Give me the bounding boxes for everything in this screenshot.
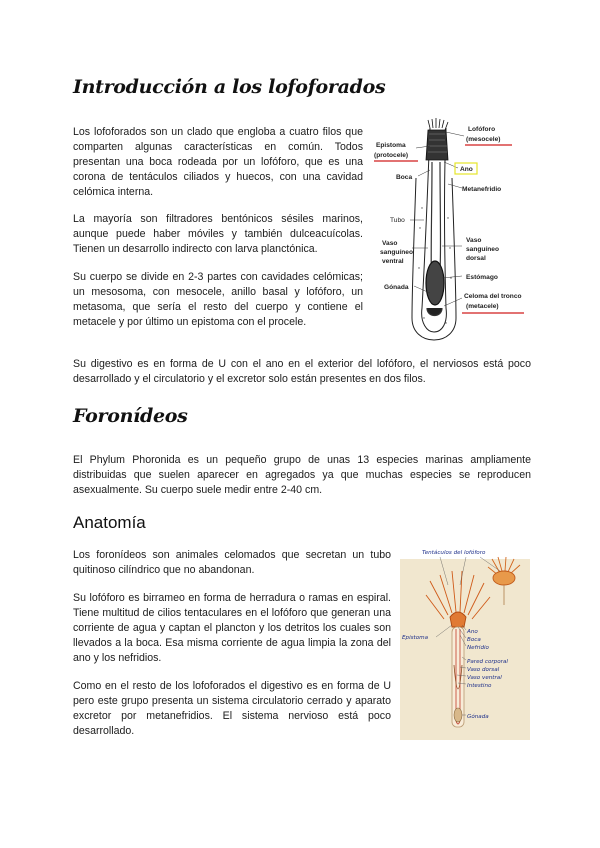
label-ano-2: Ano bbox=[467, 629, 478, 635]
paragraph-digestive: Su digestivo es en forma de U con el ano en el exterior del lofóforo, el nerviosos está poco desarrollado y el circulatorio y el excretor solo están presentes en dos filos. bbox=[73, 358, 531, 385]
label-vaso-dorsal-2: sanguíneo bbox=[466, 246, 499, 253]
label-vaso-dorsal: Vaso dorsal bbox=[467, 667, 500, 673]
paragraph-celomados: Los foronídeos son animales celomados que secretan un tubo quitinoso cilíndrico que no abandonan. bbox=[73, 549, 391, 576]
label-protocele: (protocele) bbox=[374, 152, 409, 159]
label-ano: Ano bbox=[460, 166, 473, 173]
paragraph-habitat: La mayoría son filtradores bentónicos sésiles marinos, aunque puede haber móviles y también dulceacuícolas. Tienen un desarrollo indirecto con larva planctónica. bbox=[73, 213, 363, 255]
label-tubo: Tubo bbox=[390, 217, 405, 224]
label-gonada-2: Gónada bbox=[467, 714, 489, 720]
paragraph-body: Su cuerpo se divide en 2-3 partes con cavidades celómicas; un mesosoma, con mesocele, anillo basal y lofóforo, un metasoma, que sería el resto del cuerpo y contiene el metacele y por último un epistoma con el procele. bbox=[73, 271, 363, 328]
lophophorate-diagram bbox=[372, 118, 532, 350]
paragraph-intro: Los lofoforados son un clado que engloba a cuatro filos que comparten algunas características en común. Todos presentan una boca rodeada por un lofóforo, que es una corona de tentáculos ciliados y huecos, con una cavidad celómica interna. bbox=[73, 126, 363, 198]
body-tube bbox=[452, 627, 464, 727]
paragraph-digestivo: Como en el resto de los lofoforados el digestivo es en forma de U pero este grupo presenta un sistema circulatorio cerrado y aparato excretor por metanefridios. El sistema nervioso está poco desarrollado. bbox=[73, 680, 391, 737]
label-vaso-ventral-1: Vaso bbox=[382, 240, 398, 247]
label-metanefridio: Metanefridio bbox=[462, 186, 502, 193]
label-gonada: Gónada bbox=[384, 284, 409, 291]
label-lofoforo: Lofóforo bbox=[468, 126, 496, 133]
label-vaso-dorsal-3: dorsal bbox=[466, 255, 486, 262]
label-boca-2: Boca bbox=[467, 637, 481, 643]
paragraph-lofoforo: Su lofóforo es birrameo en forma de herradura o ramas en espiral. Tiene multitud de cilios tentaculares en el lofóforo que generan una corriente de agua y captan el plancton y los detritos los cuales son llevados a la boca. Esa misma corriente de agua limpia la zona del ano y los nefridios. bbox=[73, 592, 391, 664]
label-vaso-ventral-2: sanguíneo bbox=[380, 249, 413, 256]
label-tentaculos: Tentáculos del lofóforo bbox=[422, 550, 486, 556]
phoronid-illustration bbox=[400, 545, 530, 740]
label-estomago: Estómago bbox=[466, 274, 498, 281]
label-vaso-ventral-3: ventral bbox=[382, 258, 404, 265]
label-celoma-2: (metacele) bbox=[466, 303, 499, 310]
label-vaso-ventral: Vaso ventral bbox=[467, 675, 502, 681]
label-pared-corporal: Pared corporal bbox=[467, 659, 508, 665]
section-title-lofoforados: Introducción a los lofoforados bbox=[73, 76, 386, 98]
subtitle-anatomia: Anatomía bbox=[73, 513, 146, 532]
label-intestino: Intestino bbox=[467, 683, 492, 689]
label-epistoma-2: Epistoma bbox=[402, 635, 429, 641]
paragraph-phylum: El Phylum Phoronida es un pequeño grupo de unas 13 especies marinas ampliamente distribuidas que suelen aparecer en agregados ya que muchas especies se reproducen asexualmente. Su cuerpo suele medir entre 2-40 cm. bbox=[73, 454, 531, 496]
label-epistoma: Epistoma bbox=[376, 142, 406, 149]
section-title-foronideos: Foronídeos bbox=[73, 405, 188, 427]
label-vaso-dorsal-1: Vaso bbox=[466, 237, 482, 244]
lophophore-crown bbox=[426, 118, 448, 160]
label-mesocele: (mesocele) bbox=[466, 136, 501, 143]
label-boca: Boca bbox=[396, 174, 413, 181]
label-nefridio: Nefridio bbox=[467, 645, 489, 651]
label-celoma-1: Celoma del tronco bbox=[464, 293, 522, 300]
